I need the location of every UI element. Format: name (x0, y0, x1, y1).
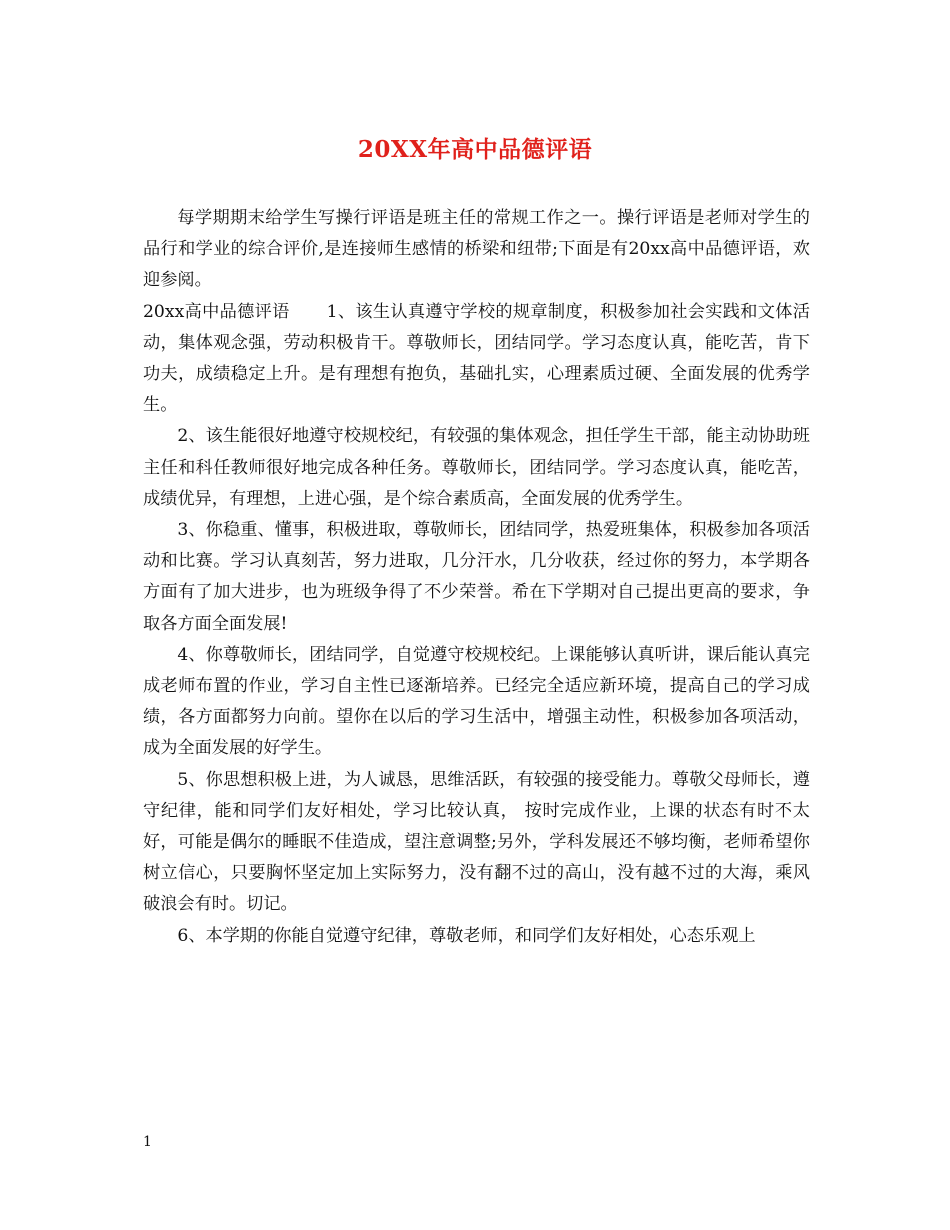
document-title: 20XX年高中品德评语 (357, 136, 593, 163)
document-body (143, 203, 810, 952)
paragraph-1: 1、该生认真遵守学校的规章制度，积极参加社会实践和文体活动，集体观念强，劳动积极肯干。尊敬师长，团结同学。学习态度认真，能吃苦，肯下功夫，成绩稳定上升。是有理想有抱负，基础扎实，心理素质过硬、全面发展的优秀学生。 (143, 301, 810, 416)
section-paragraph-1 (143, 297, 810, 422)
paragraph-6: 6、本学期的你能自觉遵守纪律，尊敬老师，和同学们友好相处，心态乐观上 (177, 925, 756, 946)
section-label: 20xx高中品德评语 (143, 301, 290, 322)
paragraph-4: 4、你尊敬师长，团结同学，自觉遵守校规校纪。上课能够认真听讲，课后能认真完成老师布置的作业，学习自主性已逐渐培养。已经完全适应新环境，提高自己的学习成绩，各方面都努力向前。望你在以后的学习生活中，增强主动性，积极参加各项活动，成为全面发展的好学生。 (143, 644, 810, 759)
paragraph-3: 3、你稳重、懂事，积极进取，尊敬师长，团结同学，热爱班集体，积极参加各项活动和比赛。学习认真刻苦，努力进取，几分汗水，几分收获，经过你的努力，本学期各方面有了加大进步，也为班级争得了不少荣誉。希在下学期对自己提出更高的要求，争取各方面全面发展! (143, 520, 810, 634)
paragraph-2: 2、该生能很好地遵守校规校纪，有较强的集体观念，担任学生干部，能主动协助班主任和科任教师很好地完成各种任务。尊敬师长，团结同学。学习态度认真，能吃苦，成绩优异，有理想，上进心强，是个综合素质高，全面发展的优秀学生。 (143, 426, 810, 509)
page-number: 1 (143, 1134, 152, 1150)
intro-paragraph: 每学期期末给学生写操行评语是班主任的常规工作之一。操行评语是老师对学生的品行和学业的综合评价,是连接师生感情的桥梁和纽带;下面是有20xx高中品德评语，欢迎参阅。 (143, 208, 810, 291)
paragraph-5: 5、你思想积极上进，为人诚恳，思维活跃，有较强的接受能力。尊敬父母师长，遵守纪律，能和同学们友好相处，学习比较认真， 按时完成作业，上课的状态有时不太好，可能是偶尔的睡眠不佳造成，望注意调整;另外，学科发展还不够均衡，老师希望你树立信心，只要胸怀坚定加上实际努力，没有翻不过的高山，没有越不过的大海，乘风破浪会有时。切记。 (143, 769, 810, 915)
